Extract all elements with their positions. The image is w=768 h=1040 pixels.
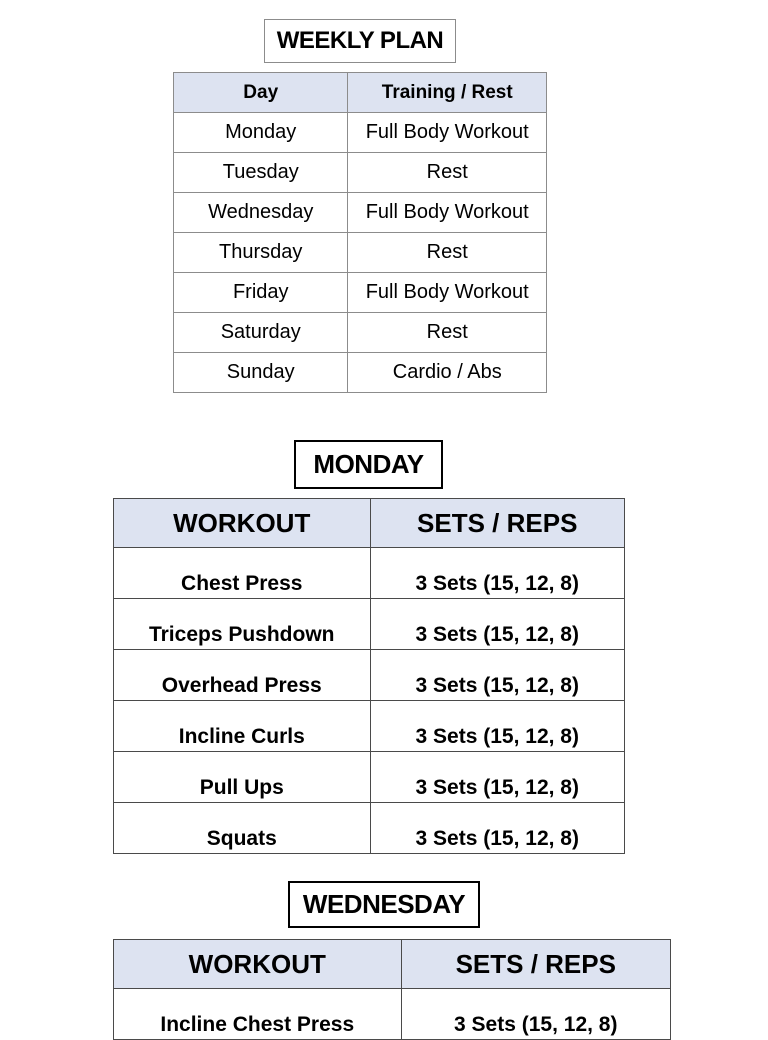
training-cell: Cardio / Abs — [348, 353, 547, 393]
monday-workout-table — [113, 498, 625, 854]
table-row — [174, 273, 547, 313]
table-row — [174, 233, 547, 273]
exercise-cell: Squats — [114, 803, 371, 854]
table-row — [114, 599, 625, 650]
monday-title: MONDAY — [294, 440, 443, 489]
table-row — [114, 752, 625, 803]
training-cell: Rest — [348, 233, 547, 273]
sets-reps-cell: 3 Sets (15, 12, 8) — [370, 599, 625, 650]
weekly-plan-table — [173, 72, 547, 393]
day-cell: Saturday — [174, 313, 348, 353]
training-cell: Full Body Workout — [348, 113, 547, 153]
exercise-cell: Chest Press — [114, 548, 371, 599]
table-row — [174, 113, 547, 153]
weekly-plan-title: WEEKLY PLAN — [264, 19, 456, 63]
day-cell: Sunday — [174, 353, 348, 393]
sets-reps-cell: 3 Sets (15, 12, 8) — [401, 989, 670, 1040]
sets-reps-cell: 3 Sets (15, 12, 8) — [370, 650, 625, 701]
table-row — [174, 153, 547, 193]
training-cell: Full Body Workout — [348, 273, 547, 313]
sets-reps-cell: 3 Sets (15, 12, 8) — [370, 548, 625, 599]
column-header-sets-reps: SETS / REPS — [401, 940, 670, 989]
exercise-cell: Pull Ups — [114, 752, 371, 803]
day-cell: Thursday — [174, 233, 348, 273]
table-row — [114, 548, 625, 599]
column-header-workout: WORKOUT — [114, 940, 402, 989]
table-row — [114, 803, 625, 854]
table-header-row — [114, 499, 625, 548]
exercise-cell: Triceps Pushdown — [114, 599, 371, 650]
table-row — [114, 650, 625, 701]
table-row — [114, 989, 671, 1040]
column-header-sets-reps: SETS / REPS — [370, 499, 625, 548]
wednesday-workout-table — [113, 939, 671, 1040]
column-header-workout: WORKOUT — [114, 499, 371, 548]
exercise-cell: Overhead Press — [114, 650, 371, 701]
day-cell: Friday — [174, 273, 348, 313]
wednesday-title: WEDNESDAY — [288, 881, 480, 928]
day-cell: Wednesday — [174, 193, 348, 233]
day-cell: Monday — [174, 113, 348, 153]
table-header-row — [174, 73, 547, 113]
training-cell: Full Body Workout — [348, 193, 547, 233]
exercise-cell: Incline Curls — [114, 701, 371, 752]
training-cell: Rest — [348, 153, 547, 193]
exercise-cell: Incline Chest Press — [114, 989, 402, 1040]
sets-reps-cell: 3 Sets (15, 12, 8) — [370, 803, 625, 854]
training-cell: Rest — [348, 313, 547, 353]
day-cell: Tuesday — [174, 153, 348, 193]
table-row — [174, 353, 547, 393]
sets-reps-cell: 3 Sets (15, 12, 8) — [370, 752, 625, 803]
table-header-row — [114, 940, 671, 989]
table-row — [114, 701, 625, 752]
sets-reps-cell: 3 Sets (15, 12, 8) — [370, 701, 625, 752]
table-row — [174, 313, 547, 353]
table-row — [174, 193, 547, 233]
column-header-day: Day — [174, 73, 348, 113]
column-header-training-rest: Training / Rest — [348, 73, 547, 113]
